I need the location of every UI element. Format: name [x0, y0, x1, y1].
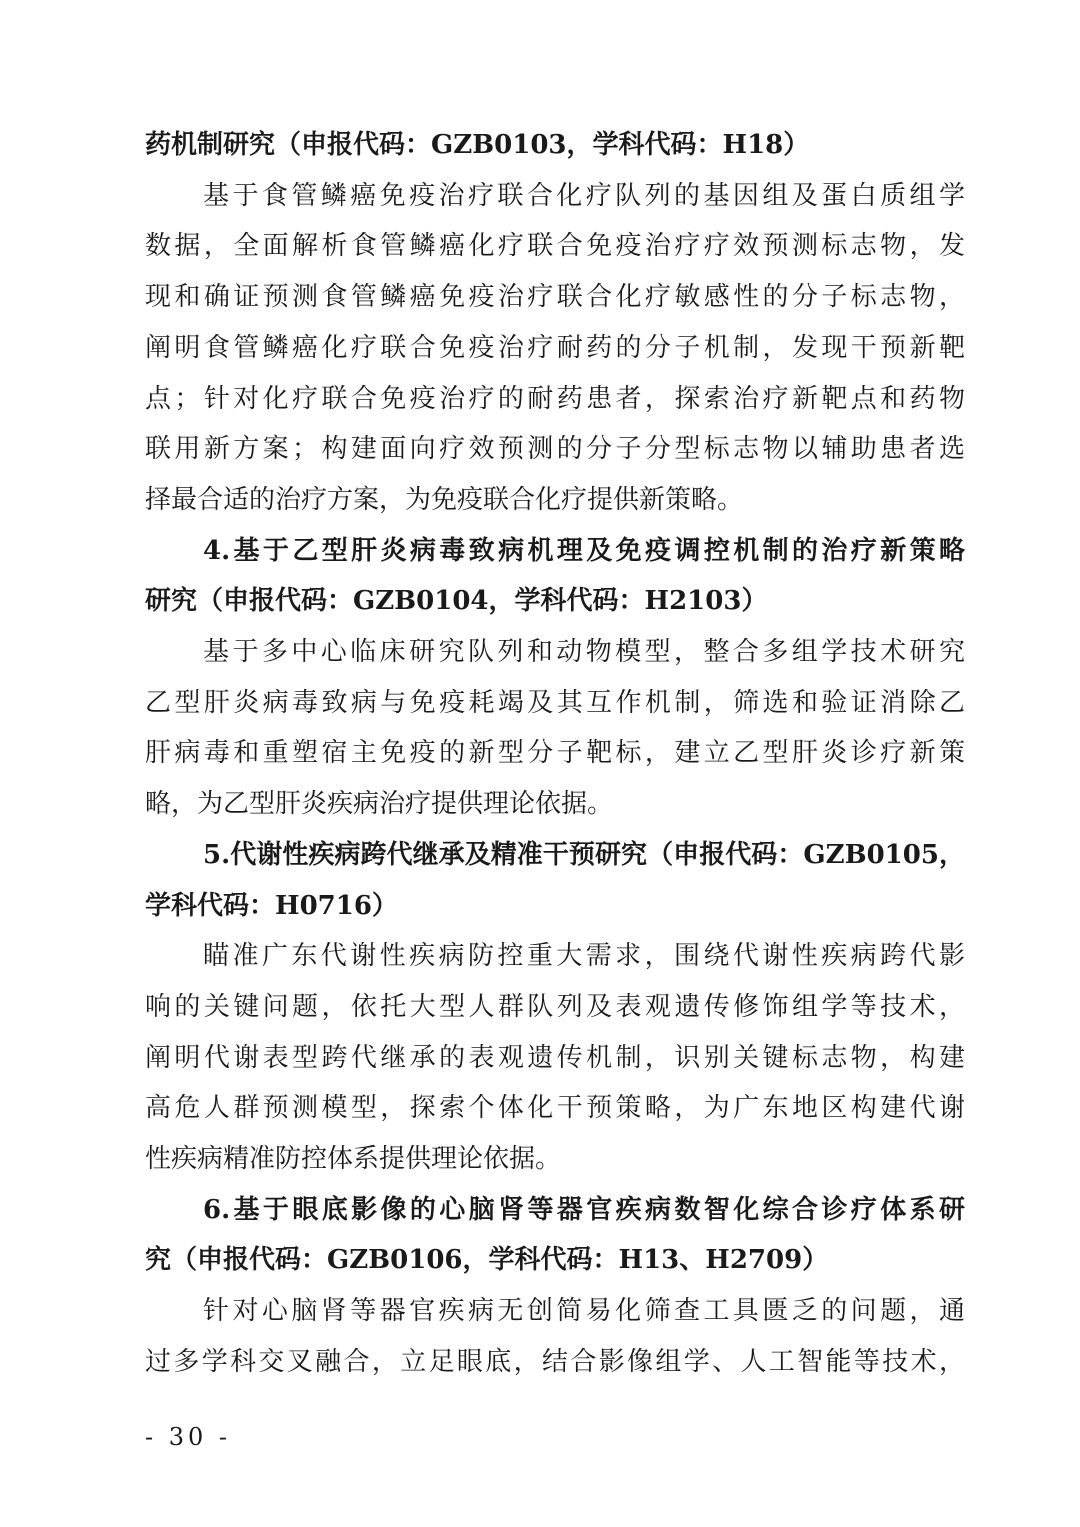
section-heading-line: 研究（申报代码：GZB0104，学科代码：H2103）	[145, 586, 768, 617]
paragraph-line: 基于多中心临床研究队列和动物模型，整合多组学技术研究	[203, 637, 965, 667]
paragraph-line: 针对心脑肾等器官疾病无创简易化筛查工具匮乏的问题，通	[203, 1296, 965, 1327]
paragraph-line: 阐明食管鳞癌化疗联合免疫治疗耐药的分子机制，发现干预新靶	[145, 332, 965, 363]
section-heading-line: 药机制研究（申报代码：GZB0103，学科代码：H18）	[145, 130, 810, 160]
paragraph-line: 联用新方案；构建面向疗效预测的分子分型标志物以辅助患者选	[145, 434, 965, 465]
section-heading-line: 4.基于乙型肝炎病毒致病机理及免疫调控机制的治疗新策略	[203, 535, 965, 566]
paragraph-line: 点；针对化疗联合免疫治疗的耐药患者，探索治疗新靶点和药物	[145, 383, 965, 414]
paragraph-line: 阐明代谢表型跨代继承的表观遗传机制，识别关键标志物，构建	[145, 1042, 965, 1073]
paragraph-line: 响的关键问题，依托大型人群队列及表观遗传修饰组学等技术，	[145, 991, 965, 1022]
paragraph-line: 略，为乙型肝炎疾病治疗提供理论依据。	[145, 789, 614, 820]
section-heading-line: 5.代谢性疾病跨代继承及精准干预研究（申报代码：GZB0105，	[203, 839, 965, 870]
paragraph-line: 过多学科交叉融合，立足眼底，结合影像组学、人工智能等技术，	[145, 1346, 965, 1377]
section-heading-line: 究（申报代码：GZB0106，学科代码：H13、H2709）	[145, 1245, 829, 1276]
paragraph-line: 性疾病精准防控体系提供理论依据。	[145, 1144, 562, 1174]
paragraph-line: 肝病毒和重塑宿主免疫的新型分子靶标，建立乙型肝炎诊疗新策	[145, 738, 965, 769]
paragraph-line: 数据，全面解析食管鳞癌化疗联合免疫治疗疗效预测标志物，发	[145, 231, 965, 262]
paragraph-line: 现和确证预测食管鳞癌免疫治疗联合化疗敏感性的分子标志物，	[145, 282, 965, 313]
paragraph-line: 乙型肝炎病毒致病与免疫耗竭及其互作机制，筛选和验证消除乙	[145, 687, 965, 718]
paragraph-line: 高危人群预测模型，探索个体化干预策略，为广东地区构建代谢	[145, 1093, 965, 1124]
paragraph-line: 瞄准广东代谢性疾病防控重大需求，围绕代谢性疾病跨代影	[203, 941, 965, 972]
page-number: - 30 -	[145, 1423, 232, 1451]
section-heading-line: 学科代码：H0716）	[145, 890, 398, 921]
paragraph-line: 择最合适的治疗方案，为免疫联合化疗提供新策略。	[145, 484, 744, 515]
section-heading-line: 6.基于眼底影像的心脑肾等器官疾病数智化综合诊疗体系研	[203, 1194, 965, 1225]
paragraph-line: 基于食管鳞癌免疫治疗联合化疗队列的基因组及蛋白质组学	[203, 180, 965, 211]
